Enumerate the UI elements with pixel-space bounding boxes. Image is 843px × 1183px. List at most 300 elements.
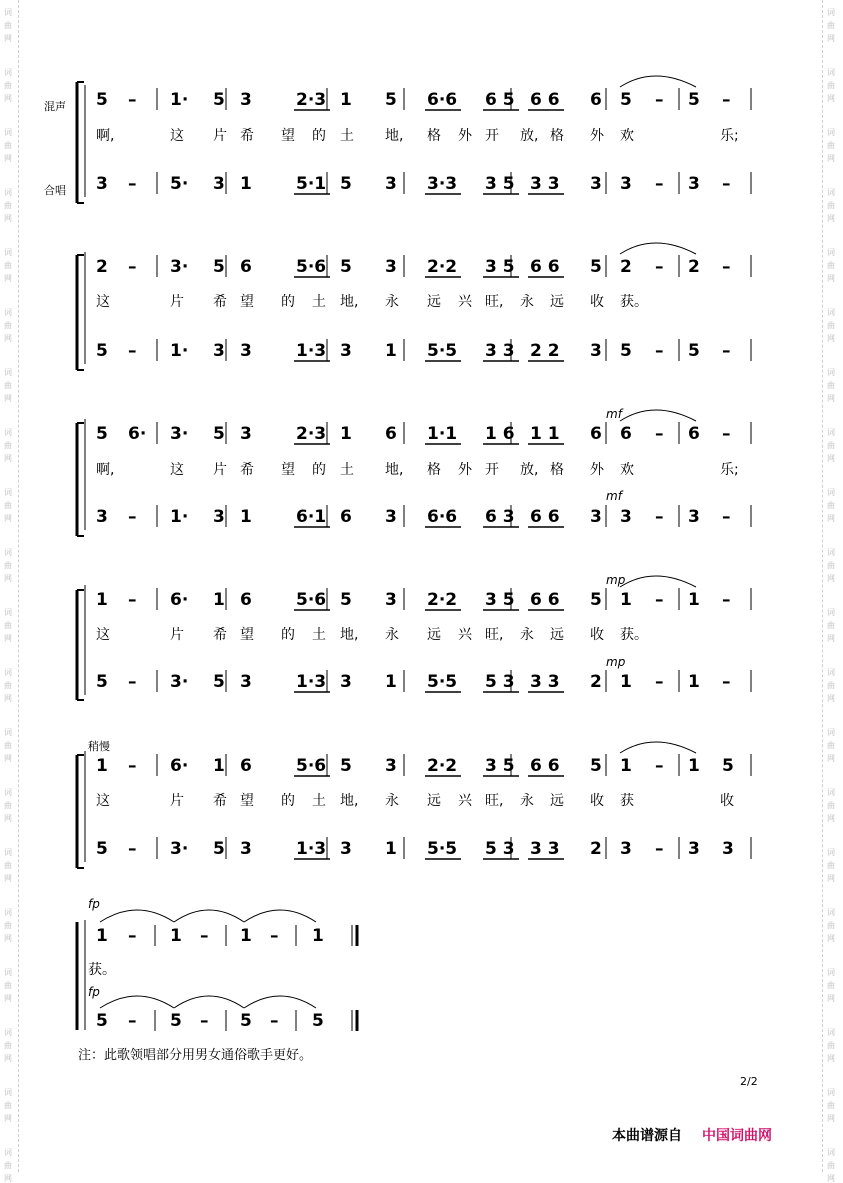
note-lower: –: [722, 672, 731, 692]
note-upper: 6·: [128, 424, 147, 444]
lyric-char: 旺,: [485, 793, 504, 809]
note-lower: 3: [722, 839, 734, 859]
watermark-char: 曲: [4, 261, 12, 270]
lyric-char: 开: [485, 462, 499, 478]
watermark-char: 曲: [4, 801, 12, 810]
note-lower: 5: [213, 672, 225, 692]
lyric-char: 的: [281, 294, 295, 310]
watermark-char: 曲: [4, 321, 12, 330]
lyric-char: 远: [550, 294, 564, 310]
note-lower: 1: [240, 174, 252, 194]
lyric-char: 收: [720, 793, 734, 809]
lyric-char: 片: [170, 793, 184, 809]
watermark-char: 曲: [827, 861, 835, 870]
watermark-char: 曲: [827, 1101, 835, 1110]
note-upper: –: [722, 424, 731, 444]
note-lower: 3: [688, 174, 700, 194]
watermark-char: 曲: [827, 1161, 835, 1170]
note-upper: 5: [213, 424, 225, 444]
note-upper: 5: [620, 90, 632, 110]
note-lower: 3 3: [485, 341, 515, 361]
lyric-char: 片: [213, 128, 227, 144]
note-upper: 6: [240, 257, 252, 277]
note-upper: 6·: [170, 756, 189, 776]
lyric-char: 外: [458, 128, 472, 144]
watermark-char: 曲: [4, 561, 12, 570]
note-upper: 1: [688, 756, 700, 776]
note-lower: 5: [688, 341, 700, 361]
tie-upper: [244, 910, 316, 922]
lyric-char: 永: [385, 627, 399, 643]
note-upper: –: [655, 424, 664, 444]
watermark-char: 词: [4, 608, 12, 617]
note-upper: 1: [213, 590, 225, 610]
note-upper: 1 6: [485, 424, 515, 444]
note-upper: 5: [213, 90, 225, 110]
note-upper: 5: [340, 590, 352, 610]
lyric-char: 远: [550, 793, 564, 809]
note-lower: 3: [213, 341, 225, 361]
watermark-char: 曲: [827, 621, 835, 630]
watermark-char: 曲: [827, 321, 835, 330]
note-upper: 3 5: [485, 590, 515, 610]
lyric-char: 啊,: [96, 462, 115, 478]
note-upper: 6 6: [530, 90, 560, 110]
lyric-char: 永: [385, 793, 399, 809]
watermark-char: 词: [4, 1028, 12, 1037]
watermark-char: 网: [4, 634, 12, 643]
lyric-char: 这: [170, 462, 184, 478]
note-upper: 1: [340, 424, 352, 444]
note-upper: 6 6: [530, 756, 560, 776]
note-lower: 5: [240, 1011, 252, 1031]
watermark-char: 网: [4, 694, 12, 703]
lyric-char: 开: [485, 128, 499, 144]
watermark-char: 词: [4, 668, 12, 677]
watermark-char: 网: [827, 994, 835, 1003]
watermark-char: 网: [827, 94, 835, 103]
watermark-char: 词: [827, 368, 835, 377]
note-lower: 5: [340, 174, 352, 194]
watermark-char: 词: [827, 128, 835, 137]
lyric-char: 兴: [458, 793, 472, 809]
lyric-char: 外: [590, 462, 604, 478]
watermark-char: 词: [827, 908, 835, 917]
note-upper: 5: [688, 90, 700, 110]
watermark-char: 网: [4, 994, 12, 1003]
note-upper: 3·: [170, 424, 189, 444]
lyric-char: 获。: [88, 962, 116, 978]
watermark-char: 曲: [827, 381, 835, 390]
note-lower: 3·: [170, 672, 189, 692]
lyric-char: 希: [240, 128, 254, 144]
note-upper: 1: [620, 590, 632, 610]
lyric-char: 土: [312, 793, 326, 809]
note-lower: 5·5: [427, 672, 458, 692]
lyric-char: 望: [281, 462, 295, 478]
note-lower: 2 2: [530, 341, 560, 361]
lyric-char: 望: [240, 294, 254, 310]
watermark-char: 曲: [827, 81, 835, 90]
slur-upper: [620, 576, 696, 587]
watermark-char: 曲: [4, 621, 12, 630]
watermark-char: 词: [827, 248, 835, 257]
tie-upper: [100, 910, 174, 922]
note-upper: 5: [590, 257, 602, 277]
note-upper: 1: [688, 590, 700, 610]
watermark-char: 网: [827, 334, 835, 343]
tie-upper: [174, 910, 244, 922]
note-lower: –: [655, 341, 664, 361]
note-lower: –: [128, 174, 137, 194]
lyric-char: 远: [427, 627, 441, 643]
watermark-char: 词: [4, 68, 12, 77]
watermark-char: 网: [827, 454, 835, 463]
note-lower: 3: [340, 839, 352, 859]
watermark-char: 网: [827, 574, 835, 583]
note-lower: 5·1: [296, 174, 327, 194]
watermark-char: 词: [827, 1088, 835, 1097]
watermark-char: 词: [827, 668, 835, 677]
watermark-char: 曲: [827, 21, 835, 30]
note-upper: 2·2: [427, 756, 458, 776]
note-upper: –: [655, 590, 664, 610]
note-lower: 5: [213, 839, 225, 859]
note-upper: 3: [385, 257, 397, 277]
note-upper: 3: [240, 424, 252, 444]
note-lower: –: [655, 507, 664, 527]
watermark-char: 词: [827, 728, 835, 737]
watermark-char: 曲: [827, 441, 835, 450]
watermark-char: 网: [4, 514, 12, 523]
lyric-char: 永: [520, 627, 534, 643]
lyric-char: 旺,: [485, 627, 504, 643]
dynamic-mp: mp: [606, 573, 626, 587]
note-lower: –: [200, 1011, 209, 1031]
note-lower: 6·6: [427, 507, 458, 527]
note-lower: 5 3: [485, 672, 515, 692]
watermark-char: 曲: [4, 1101, 12, 1110]
watermark-char: 词: [4, 8, 12, 17]
watermark-char: 网: [827, 1114, 835, 1123]
lyric-char: 永: [520, 294, 534, 310]
watermark-char: 网: [4, 394, 12, 403]
watermark-char: 曲: [827, 681, 835, 690]
watermark-char: 词: [827, 1028, 835, 1037]
note-lower: 1·3: [296, 839, 327, 859]
watermark-char: 网: [4, 454, 12, 463]
lyric-char: 地,: [340, 627, 359, 643]
watermark-char: 词: [4, 848, 12, 857]
note-upper: 1: [213, 756, 225, 776]
note-upper: 5: [340, 257, 352, 277]
page-number: 2/2: [740, 1075, 758, 1088]
lyric-char: 乐;: [720, 128, 739, 144]
note-upper: 1: [96, 756, 108, 776]
slur-upper: [620, 243, 696, 254]
lyric-char: 啊,: [96, 128, 115, 144]
watermark-char: 网: [827, 154, 835, 163]
watermark-char: 词: [827, 8, 835, 17]
watermark-char: 网: [827, 34, 835, 43]
watermark-char: 曲: [4, 141, 12, 150]
watermark-char: 网: [4, 154, 12, 163]
note-upper: 6: [620, 424, 632, 444]
note-lower: –: [655, 672, 664, 692]
watermark-char: 词: [827, 488, 835, 497]
tempo-mark: 稍慢: [88, 740, 110, 753]
slur-upper: [620, 410, 696, 421]
note-lower: 3 3: [530, 174, 560, 194]
watermark-char: 词: [827, 68, 835, 77]
note-lower: 3 5: [485, 174, 515, 194]
note-lower: 1·: [170, 507, 189, 527]
note-upper: 1: [96, 590, 108, 610]
note-upper: 5·6: [296, 756, 327, 776]
watermark-char: 网: [4, 574, 12, 583]
note-upper: 3 5: [485, 257, 515, 277]
note-lower: 5·5: [427, 341, 458, 361]
watermark-char: 曲: [4, 81, 12, 90]
watermark-char: 词: [4, 788, 12, 797]
watermark-char: 词: [4, 248, 12, 257]
note-lower: 3: [385, 174, 397, 194]
watermark-char: 曲: [4, 201, 12, 210]
note-upper: 3 5: [485, 756, 515, 776]
lyric-char: 望: [281, 128, 295, 144]
note-upper: 6·: [170, 590, 189, 610]
note-upper: 6: [385, 424, 397, 444]
note-lower: 6: [340, 507, 352, 527]
note-lower: 3: [688, 839, 700, 859]
note-lower: 1: [240, 507, 252, 527]
watermark-char: 网: [827, 394, 835, 403]
note-lower: 5: [96, 341, 108, 361]
note-upper: 2·3: [296, 424, 327, 444]
note-upper: 2·3: [296, 90, 327, 110]
lyric-char: 旺,: [485, 294, 504, 310]
lyric-char: 放,: [520, 462, 539, 478]
watermark-char: 曲: [4, 1161, 12, 1170]
note-upper: –: [128, 257, 137, 277]
lyric-char: 永: [520, 793, 534, 809]
note-upper: 1: [240, 926, 252, 946]
lyric-char: 远: [427, 793, 441, 809]
watermark-char: 网: [4, 1054, 12, 1063]
note-lower: –: [128, 507, 137, 527]
note-upper: –: [270, 926, 279, 946]
note-upper: 5·6: [296, 257, 327, 277]
watermark-char: 网: [827, 634, 835, 643]
lyric-char: 地,: [340, 793, 359, 809]
lyric-char: 的: [281, 627, 295, 643]
note-lower: 1: [385, 341, 397, 361]
note-lower: 3: [96, 507, 108, 527]
note-upper: 5: [213, 257, 225, 277]
tie-lower: [174, 996, 244, 1008]
lyric-char: 土: [340, 462, 354, 478]
lyric-char: 收: [590, 793, 604, 809]
note-upper: –: [128, 90, 137, 110]
source-brand-link[interactable]: 中国词曲网: [702, 1128, 772, 1144]
note-lower: 2: [590, 672, 602, 692]
watermark-char: 曲: [4, 501, 12, 510]
watermark-char: 曲: [4, 981, 12, 990]
lyric-char: 获: [620, 793, 634, 809]
note-upper: 6: [590, 90, 602, 110]
note-upper: 1·: [170, 90, 189, 110]
note-lower: 3: [340, 672, 352, 692]
note-upper: 5: [722, 756, 734, 776]
lyric-char: 地,: [385, 128, 404, 144]
note-lower: 3·: [170, 839, 189, 859]
watermark-char: 网: [4, 814, 12, 823]
note-upper: 6 5: [485, 90, 515, 110]
dynamic-mp: mp: [606, 655, 626, 669]
watermark-char: 网: [827, 274, 835, 283]
note-lower: 5: [170, 1011, 182, 1031]
note-upper: 5: [96, 90, 108, 110]
note-lower: 5: [312, 1011, 324, 1031]
note-upper: 2: [620, 257, 632, 277]
watermark-char: 曲: [4, 861, 12, 870]
lyric-char: 远: [550, 627, 564, 643]
note-lower: 3: [240, 672, 252, 692]
watermark-char: 曲: [827, 561, 835, 570]
watermark-char: 词: [4, 368, 12, 377]
lyric-char: 希: [240, 462, 254, 478]
note-lower: 6 3: [485, 507, 515, 527]
watermark-char: 曲: [827, 201, 835, 210]
watermark-char: 网: [4, 34, 12, 43]
lyric-char: 格: [427, 462, 441, 478]
note-lower: 6·1: [296, 507, 327, 527]
lyric-char: 获。: [620, 627, 648, 643]
watermark-char: 词: [827, 1148, 835, 1157]
lyric-char: 外: [458, 462, 472, 478]
note-lower: 3: [620, 174, 632, 194]
note-lower: 5 3: [485, 839, 515, 859]
note-lower: –: [722, 507, 731, 527]
watermark-char: 曲: [827, 1041, 835, 1050]
lyric-char: 的: [281, 793, 295, 809]
note-upper: 5: [590, 756, 602, 776]
watermark-char: 词: [827, 608, 835, 617]
watermark-char: 词: [827, 788, 835, 797]
lyric-char: 格: [550, 128, 564, 144]
watermark-char: 词: [4, 428, 12, 437]
watermark-char: 网: [4, 274, 12, 283]
watermark-char: 网: [4, 94, 12, 103]
note-lower: 3: [620, 507, 632, 527]
note-upper: 6·6: [427, 90, 458, 110]
note-upper: 1: [170, 926, 182, 946]
lyric-char: 放,: [520, 128, 539, 144]
note-upper: 5: [385, 90, 397, 110]
note-upper: 5·6: [296, 590, 327, 610]
note-lower: 2: [590, 839, 602, 859]
note-lower: –: [128, 839, 137, 859]
lyric-char: 土: [340, 128, 354, 144]
note-lower: 3: [385, 507, 397, 527]
tie-lower: [244, 996, 316, 1008]
dynamic-fp: fp: [88, 897, 100, 911]
lyric-char: 希: [213, 793, 227, 809]
watermark-char: 曲: [827, 261, 835, 270]
watermark-char: 曲: [827, 501, 835, 510]
note-lower: 3 3: [530, 839, 560, 859]
note-lower: 3: [590, 341, 602, 361]
note-lower: 3: [340, 341, 352, 361]
watermark-char: 网: [827, 1054, 835, 1063]
note-lower: 1: [688, 672, 700, 692]
lyric-char: 的: [312, 128, 326, 144]
note-lower: 3: [240, 341, 252, 361]
watermark-char: 网: [827, 754, 835, 763]
note-lower: –: [270, 1011, 279, 1031]
note-lower: –: [128, 672, 137, 692]
lyric-char: 片: [213, 462, 227, 478]
watermark-char: 词: [827, 428, 835, 437]
watermark-char: 曲: [827, 921, 835, 930]
watermark-char: 词: [4, 128, 12, 137]
watermark-char: 网: [4, 334, 12, 343]
note-upper: –: [722, 257, 731, 277]
watermark-char: 曲: [4, 741, 12, 750]
note-lower: 3 3: [530, 672, 560, 692]
note-upper: 2: [96, 257, 108, 277]
watermark-char: 词: [827, 848, 835, 857]
source-credit: [612, 1125, 772, 1145]
watermark-char: 网: [827, 874, 835, 883]
part-label-lower: 合唱: [44, 184, 66, 197]
note-lower: 3: [213, 507, 225, 527]
note-upper: –: [655, 90, 664, 110]
note-upper: 6 6: [530, 257, 560, 277]
note-upper: 3·: [170, 257, 189, 277]
note-upper: –: [128, 926, 137, 946]
watermark-char: 词: [4, 908, 12, 917]
lyric-char: 收: [590, 294, 604, 310]
note-upper: –: [722, 90, 731, 110]
watermark-char: 网: [827, 934, 835, 943]
lyric-char: 土: [312, 294, 326, 310]
note-upper: 6: [240, 756, 252, 776]
lyric-char: 这: [96, 627, 110, 643]
note-upper: 2·2: [427, 257, 458, 277]
note-upper: 1·1: [427, 424, 458, 444]
note-lower: 5·5: [427, 839, 458, 859]
lyric-char: 欢: [620, 128, 634, 144]
note-lower: 5: [96, 839, 108, 859]
note-lower: 3: [590, 507, 602, 527]
watermark-char: 词: [4, 308, 12, 317]
note-upper: –: [722, 590, 731, 610]
tie-lower: [100, 996, 174, 1008]
lyric-char: 欢: [620, 462, 634, 478]
note-upper: 5: [340, 756, 352, 776]
note-lower: –: [655, 839, 664, 859]
watermark-char: 曲: [4, 381, 12, 390]
note-lower: 3: [688, 507, 700, 527]
watermark-char: 网: [4, 934, 12, 943]
watermark-char: 网: [4, 1114, 12, 1123]
note-lower: –: [128, 1011, 137, 1031]
lyric-char: 地,: [340, 294, 359, 310]
note-lower: 1·3: [296, 341, 327, 361]
watermark-char: 词: [4, 728, 12, 737]
note-upper: 1: [96, 926, 108, 946]
